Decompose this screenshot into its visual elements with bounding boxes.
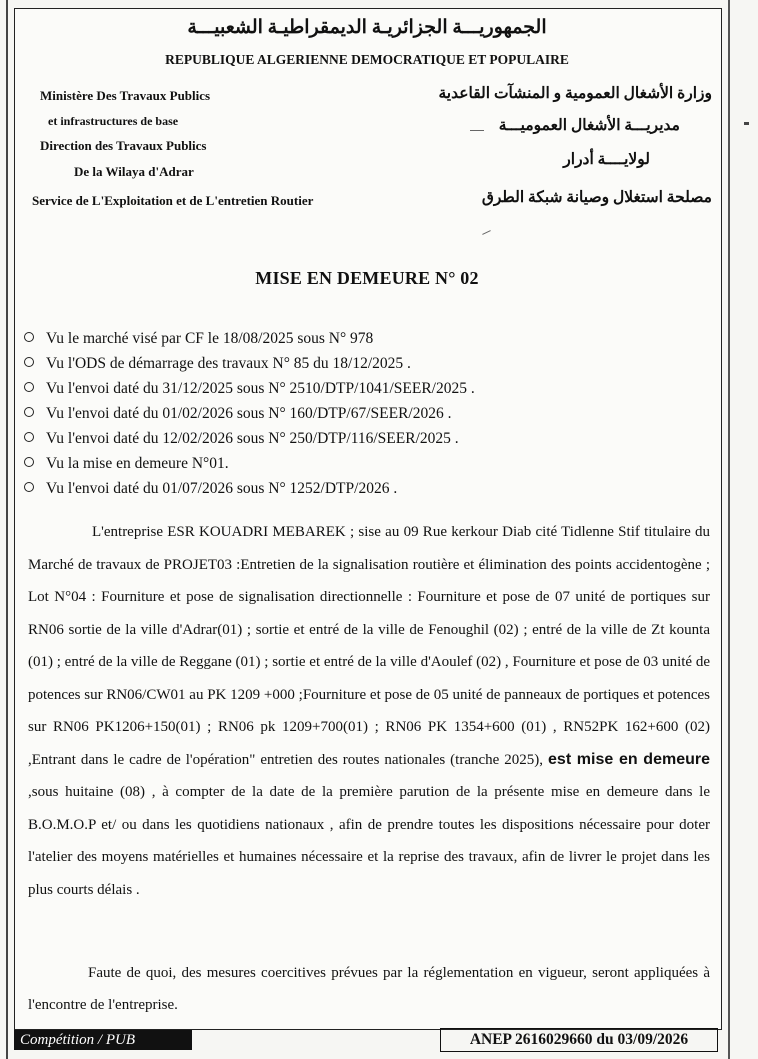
pen-mark [470,130,484,131]
reference-item: Vu l'envoi daté du 01/07/2026 sous N° 1252/DTP/2026 . [24,480,397,498]
circle-bullet-icon [24,457,34,467]
direction-fr: Direction des Travaux Publics [40,138,207,153]
service-ar: مصلحة استغلال وصيانة شبكة الطرق [481,189,712,206]
reference-item: Vu l'ODS de démarrage des travaux N° 85 du 18/12/2025 . [24,355,411,373]
infrastructure-fr: et infrastructures de base [48,114,179,128]
notice-body [28,516,710,906]
ministry-ar: وزارة الأشغال العمومية و المنشآت القاعدية [438,85,712,102]
reference-item: Vu le marché visé par CF le 18/08/2025 sous N° 978 [24,330,373,348]
reference-item: Vu l'envoi daté du 31/12/2025 sous N° 2510/DTP/1041/SEER/2025 . [24,380,475,398]
margin-mark [744,122,749,125]
reference-item: Vu l'envoi daté du 12/02/2026 sous N° 250/DTP/116/SEER/2025 . [24,430,459,448]
body-text-end: ,sous huitaine (08) , à compter de la date de la première parution de la présente mise en demeure dans le B.O.M.O.P et/ ou dans les quotidiens nationaux , afin de prendre toutes les dispositions nécessaire pour doter l'atelier des moyens matérielles et humaines nécessaire et la reprise des travaux, afin de livrer le projet dans les plus courts délais . [28,784,710,898]
wilaya-fr: De la Wilaya d'Adrar [74,164,194,179]
wilaya-ar: لولايــــة أدرار [563,151,650,168]
body-text-start: L'entreprise ESR KOUADRI MEBAREK ; sise au 09 Rue kerkour Diab cité Tidlenne Stif titulaire du Marché de travaux de PROJET03 :Entretien de la signalisation routière et élimination des points accidentogène ; Lot N°04 : Fourniture et pose de signalisation directionnelle : Fourniture et pose de 07 unité de portiques sur RN06 sortie de la ville d'Adrar(01) ; sortie et entré de la ville de Fenoughil (02) ; entré de la ville de Zt kounta (01) ; entré de la ville de Reggane (01) ; sortie et entré de la ville d'Aoulef (02) , Fourniture et pose de 03 unité de potences sur RN06/CW01 au PK 1209 +000 ;Fourniture et pose de 05 unité de panneaux de portiques et potences sur RN06 PK1206+150(01) ; RN06 pk 1209+700(01) ; RN06 PK 1354+600 (01) , RN52PK 162+600 (02) ,Entrant dans le cadre de l'opération" entretien des routes nationales (tranche 2025), [28,524,710,768]
circle-bullet-icon [24,382,34,392]
reference-item: Vu l'envoi daté du 01/02/2026 sous N° 160/DTP/67/SEER/2026 . [24,405,451,423]
circle-bullet-icon [24,357,34,367]
notice-title: MISE EN DEMEURE N° 02 [255,268,479,288]
footer-anep-reference: ANEP 2616029660 du 03/09/2026 [440,1028,718,1052]
service-fr: Service de L'Exploitation et de L'entretien Routier [32,193,314,208]
left-border-rule [6,0,8,1059]
body-emphasis: est mise en demeure [548,750,710,768]
circle-bullet-icon [24,432,34,442]
circle-bullet-icon [24,407,34,417]
right-border-rule [728,0,730,1059]
closing-paragraph: Faute de quoi, des mesures coercitives prévues par la réglementation en vigueur, seront appliquées à l'encontre de l'entreprise. [28,965,710,1013]
circle-bullet-icon [24,332,34,342]
ministry-fr: Ministère Des Travaux Publics [40,88,211,103]
direction-ar: مديريـــة الأشغال العموميـــة [498,117,680,134]
french-republic-title: REPUBLIQUE ALGERIENNE DEMOCRATIQUE ET POPULAIRE [165,52,569,67]
circle-bullet-icon [24,482,34,492]
footer-section-label: Compétition / PUB [14,1030,192,1050]
reference-item: Vu la mise en demeure N°01. [24,455,229,473]
arabic-republic-title: الجمهوريـــة الجزائريـة الديمقراطيـة الشعبيـــة [187,17,547,38]
